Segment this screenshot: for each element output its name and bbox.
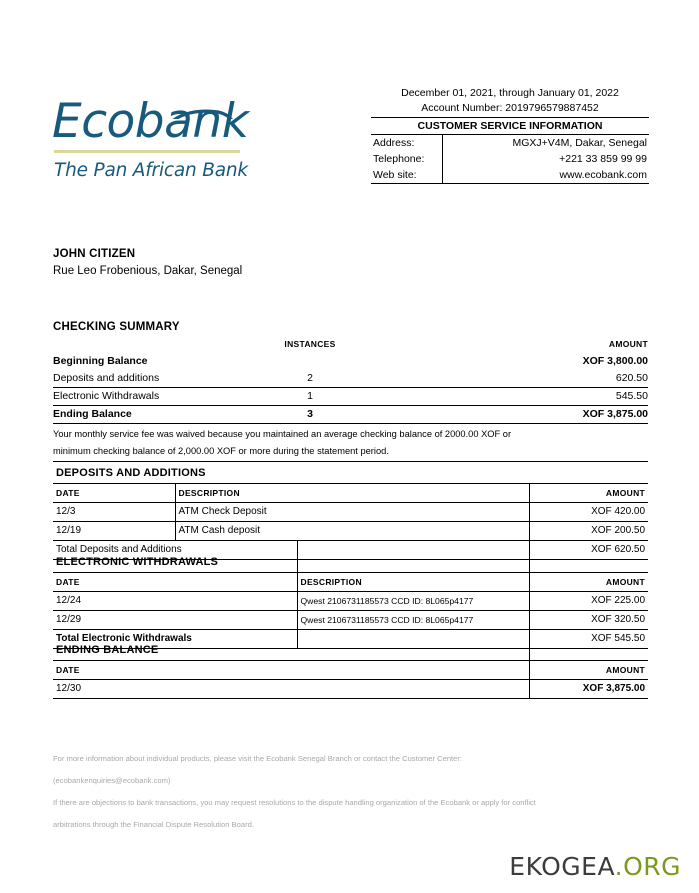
checking-summary: [53, 318, 648, 424]
statement-period: December 01, 2021, through January 01, 2022: [401, 87, 619, 99]
contact-value-telephone: +221 33 859 99 99: [559, 153, 647, 165]
watermark-name: EKOGEA: [509, 852, 615, 881]
summary-row-deposits: [53, 370, 648, 387]
withdrawal-description: Qwest 2106731185573 CCD ID: 8L065p4177: [297, 592, 529, 611]
summary-amount: 545.50: [615, 390, 648, 402]
summary-instances: 3: [307, 408, 313, 420]
deposits-total-label: Total Deposits and Additions: [53, 541, 297, 560]
deposit-amount: XOF 200.50: [529, 522, 648, 541]
electronic-withdrawals-table: [53, 551, 648, 649]
deposits-total-amount: XOF 620.50: [529, 541, 648, 560]
contact-row-address: [371, 135, 649, 151]
withdrawal-description: Qwest 2106731185573 CCD ID: 8L065p4177: [297, 611, 529, 630]
deposit-description: ATM Cash deposit: [175, 522, 529, 541]
statement-footer: [53, 748, 653, 836]
withdrawal-date: 12/24: [53, 592, 297, 611]
summary-amount: 620.50: [615, 372, 648, 384]
deposit-date: 12/3: [53, 503, 175, 522]
service-fee-waiver-note: [53, 426, 648, 460]
customer-name: JOHN CITIZEN: [53, 248, 136, 260]
summary-col-instances: INSTANCES: [284, 339, 336, 349]
contact-label-website: Web site:: [371, 167, 443, 183]
summary-row-withdrawals: [53, 388, 648, 405]
deposits-col-amount: AMOUNT: [529, 484, 648, 503]
ending-balance-section-title: ENDING BALANCE: [53, 639, 529, 661]
deposits-col-date: DATE: [53, 484, 175, 503]
summary-instances: 1: [307, 390, 313, 402]
ending-balance-section-header-row: [53, 639, 648, 661]
deposit-amount: XOF 420.00: [529, 503, 648, 522]
withdrawal-date: 12/29: [53, 611, 297, 630]
deposits-section-header-row: [53, 462, 648, 484]
withdrawals-column-header-row: [53, 573, 648, 592]
deposit-description: ATM Check Deposit: [175, 503, 529, 522]
table-row: [53, 592, 648, 611]
summary-label: Ending Balance: [53, 408, 132, 420]
summary-col-amount: AMOUNT: [608, 339, 648, 349]
checking-summary-title: CHECKING SUMMARY: [53, 321, 180, 333]
ending-balance-table: [53, 639, 648, 699]
summary-label: Deposits and additions: [53, 372, 160, 384]
ending-balance-amount: XOF 3,875.00: [529, 680, 648, 699]
withdrawal-amount: XOF 320.50: [529, 611, 648, 630]
logo-tagline: The Pan African Bank: [54, 160, 248, 181]
summary-amount: XOF 3,875.00: [582, 408, 648, 420]
withdrawals-total-amount: XOF 545.50: [529, 630, 648, 649]
logo-swoosh-icon: [162, 93, 240, 119]
withdrawals-col-date: DATE: [53, 573, 297, 592]
withdrawal-amount: XOF 225.00: [529, 592, 648, 611]
withdrawals-total-label: Total Electronic Withdrawals: [53, 630, 297, 649]
footer-line-3: If there are objections to bank transactions, you may request resolutions to the dispute handling organization of the Ecobank or apply for conflict: [53, 798, 536, 807]
account-number: Account Number: 2019796579887452: [421, 102, 599, 114]
ending-balance-col-amount: AMOUNT: [529, 661, 648, 680]
summary-column-headers: [53, 336, 648, 353]
ending-balance-date: 12/30: [53, 680, 529, 699]
customer-address: Rue Leo Frobenious, Dakar, Senegal: [53, 265, 243, 277]
withdrawals-section-blank-2: [529, 551, 648, 573]
contact-value-website: www.ecobank.com: [559, 169, 647, 181]
deposits-col-description: DESCRIPTION: [175, 484, 529, 503]
deposits-section-title: DEPOSITS AND ADDITIONS: [53, 462, 529, 484]
waiver-line-2: minimum checking balance of 2,000.00 XOF or more during the statement period.: [53, 446, 389, 456]
summary-amount: XOF 3,800.00: [582, 355, 648, 367]
header-info-block: [371, 86, 649, 184]
withdrawals-col-amount: AMOUNT: [529, 573, 648, 592]
footer-email: (ecobankenquiries@ecobank.com): [53, 776, 171, 785]
table-row: [53, 611, 648, 630]
withdrawals-col-description: DESCRIPTION: [297, 573, 529, 592]
summary-label: Beginning Balance: [53, 355, 148, 367]
table-row: [53, 503, 648, 522]
deposits-column-header-row: [53, 484, 648, 503]
footer-line-1: For more information about individual products, please visit the Ecobank Senegal Branch or contact the Customer Center:: [53, 754, 463, 763]
summary-divider-3: [53, 423, 648, 424]
statement-header: [0, 0, 699, 200]
customer-service-box: [371, 135, 649, 184]
deposits-and-additions-table: [53, 461, 648, 560]
ending-balance-section-blank: [529, 639, 648, 661]
waiver-line-1: Your monthly service fee was waived because you maintained an average checking balance of 2000.00 XOF or: [53, 429, 512, 439]
withdrawals-section-blank-1: [297, 551, 529, 573]
logo-underline-rule: [54, 150, 240, 153]
table-row: [53, 680, 648, 699]
contact-value-address: MGXJ+V4M, Dakar, Senegal: [512, 137, 647, 149]
summary-row-ending-balance: [53, 406, 648, 423]
withdrawals-section-header-row: [53, 551, 648, 573]
deposits-section-header-blank: [529, 462, 648, 484]
customer-service-title: CUSTOMER SERVICE INFORMATION: [371, 117, 649, 135]
logo-wordmark: [52, 96, 302, 148]
summary-instances: 2: [307, 372, 313, 384]
ending-balance-column-header-row: [53, 661, 648, 680]
deposit-date: 12/19: [53, 522, 175, 541]
ekogea-watermark: [509, 852, 681, 881]
ending-balance-col-date: DATE: [53, 661, 529, 680]
contact-label-address: Address:: [371, 135, 443, 151]
ecobank-logo: [52, 96, 302, 183]
watermark-tld: .ORG: [614, 852, 681, 881]
contact-row-website: [371, 167, 649, 183]
customer-block: [53, 246, 242, 280]
logo-wordmark-text: Ecobank: [52, 94, 249, 149]
table-row: [53, 522, 648, 541]
contact-row-telephone: [371, 151, 649, 167]
summary-row-beginning-balance: [53, 353, 648, 370]
withdrawals-section-title: ELECTRONIC WITHDRAWALS: [53, 551, 297, 573]
contact-label-telephone: Telephone:: [371, 151, 443, 167]
summary-label: Electronic Withdrawals: [53, 390, 160, 402]
footer-line-4: arbitrations through the Financial Dispute Resolution Board.: [53, 820, 254, 829]
